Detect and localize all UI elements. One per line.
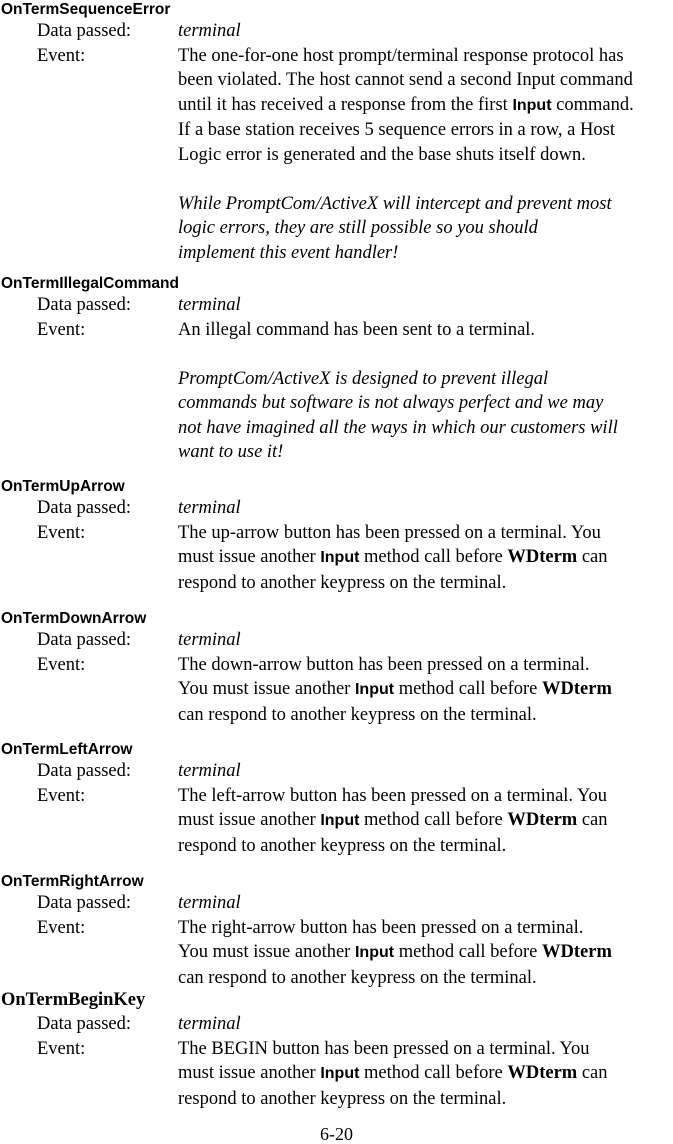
entry-heading: OnTermSequenceError — [1, 1, 171, 18]
event-label: Event: — [37, 917, 86, 938]
event-label: Event: — [37, 45, 86, 66]
event-line: An illegal command has been sent to a terminal. — [178, 319, 536, 340]
note-line: implement this event handler! — [178, 242, 399, 263]
data-passed-value: terminal — [178, 893, 241, 913]
keyword-wdterm: WDterm — [542, 942, 612, 962]
data-passed-row — [0, 891, 673, 916]
note-line: While PromptCom/ActiveX will intercept and prevent most — [178, 193, 612, 214]
event-line: must issue another Input method call before WDterm can — [178, 1063, 608, 1083]
keyword-wdterm: WDterm — [542, 679, 612, 699]
data-passed-value: terminal — [178, 630, 241, 650]
entry-on-term-begin-key — [0, 989, 673, 1111]
event-line: The one-for-one host prompt/terminal response protocol has — [178, 45, 624, 66]
note-line: logic errors, they are still possible so you should — [178, 218, 538, 238]
entry-on-term-illegal-command — [0, 274, 673, 465]
entry-heading: OnTermIllegalCommand — [1, 275, 179, 292]
event-line: Logic error is generated and the base shuts itself down. — [178, 144, 586, 165]
note-line: commands but software is not always perfect and we may — [178, 393, 604, 413]
keyword-input: Input — [354, 681, 395, 698]
data-passed-row — [0, 1012, 673, 1037]
note-line: not have imagined all the ways in which our customers will — [178, 417, 618, 438]
event-line: The right-arrow button has been pressed on a terminal. — [178, 917, 584, 938]
event-text — [178, 916, 673, 991]
entry-on-term-right-arrow — [0, 872, 673, 990]
data-passed-value: terminal — [178, 761, 241, 781]
event-text — [178, 318, 673, 465]
data-passed-label: Data passed: — [37, 761, 132, 781]
event-line: You must issue another Input method call before WDterm — [178, 679, 612, 699]
entry-heading: OnTermLeftArrow — [1, 741, 133, 758]
event-line: respond to another keypress on the terminal. — [178, 835, 507, 856]
event-text — [178, 521, 673, 596]
data-passed-row — [0, 628, 673, 653]
entry-on-term-sequence-error — [0, 0, 673, 265]
event-row — [0, 521, 673, 596]
data-passed-label: Data passed: — [37, 498, 132, 518]
data-passed-value: terminal — [178, 498, 241, 518]
data-passed-value: terminal — [178, 1014, 241, 1034]
data-passed-row — [0, 496, 673, 521]
event-line: been violated. The host cannot send a second Input command — [178, 70, 633, 90]
keyword-input: Input — [320, 812, 360, 829]
entry-heading: OnTermBeginKey — [1, 990, 146, 1010]
event-line: must issue another Input method call before WDterm can — [178, 810, 608, 830]
event-line: until it has received a response from the first Input command. — [178, 94, 634, 115]
entry-heading: OnTermDownArrow — [1, 610, 147, 627]
note-line: want to use it! — [178, 442, 284, 462]
event-line: must issue another Input method call before WDterm can — [178, 547, 608, 567]
event-line: The up-arrow button has been pressed on a terminal. You — [178, 522, 601, 543]
event-label: Event: — [37, 1038, 86, 1059]
note-line: PromptCom/ActiveX is designed to prevent illegal — [178, 368, 549, 389]
event-line: You must issue another Input method call before WDterm — [178, 942, 612, 962]
event-text — [178, 653, 673, 728]
keyword-input: Input — [320, 1065, 360, 1082]
event-text — [178, 784, 673, 859]
event-row — [0, 916, 673, 991]
entry-heading: OnTermUpArrow — [1, 478, 125, 495]
event-line: can respond to another keypress on the terminal. — [178, 704, 537, 725]
keyword-input: Input — [512, 96, 552, 114]
data-passed-label: Data passed: — [37, 21, 132, 41]
event-line: can respond to another keypress on the terminal. — [178, 967, 537, 988]
data-passed-row — [0, 19, 673, 44]
event-line: The left-arrow button has been pressed on a terminal. You — [178, 785, 607, 806]
event-row — [0, 1037, 673, 1112]
event-row — [0, 784, 673, 859]
data-passed-row — [0, 293, 673, 318]
keyword-wdterm: WDterm — [507, 810, 578, 830]
keyword-wdterm: WDterm — [507, 547, 578, 567]
event-text — [178, 44, 673, 266]
entry-heading: OnTermRightArrow — [1, 873, 144, 890]
event-text — [178, 1037, 673, 1112]
entry-on-term-left-arrow — [0, 740, 673, 858]
event-row — [0, 318, 673, 465]
data-passed-row — [0, 759, 673, 784]
data-passed-value: terminal — [178, 295, 241, 315]
event-line: respond to another keypress on the terminal. — [178, 572, 507, 593]
event-line: The down-arrow button has been pressed on a terminal. — [178, 654, 590, 675]
keyword-input: Input — [354, 944, 395, 961]
data-passed-value: terminal — [178, 21, 241, 41]
event-row — [0, 44, 673, 266]
event-row — [0, 653, 673, 728]
entry-on-term-up-arrow — [0, 477, 673, 595]
event-label: Event: — [37, 319, 86, 340]
event-line: The BEGIN button has been pressed on a terminal. You — [178, 1038, 590, 1059]
data-passed-label: Data passed: — [37, 893, 132, 913]
event-label: Event: — [37, 654, 86, 675]
event-line: If a base station receives 5 sequence errors in a row, a Host — [178, 120, 615, 140]
data-passed-label: Data passed: — [37, 295, 132, 315]
data-passed-label: Data passed: — [37, 630, 132, 650]
event-line: respond to another keypress on the terminal. — [178, 1088, 507, 1109]
page-number: 6-20 — [320, 1124, 353, 1144]
keyword-input: Input — [320, 549, 360, 566]
event-label: Event: — [37, 785, 86, 806]
data-passed-label: Data passed: — [37, 1014, 132, 1034]
entry-on-term-down-arrow — [0, 609, 673, 727]
keyword-wdterm: WDterm — [507, 1063, 578, 1083]
event-label: Event: — [37, 522, 86, 543]
